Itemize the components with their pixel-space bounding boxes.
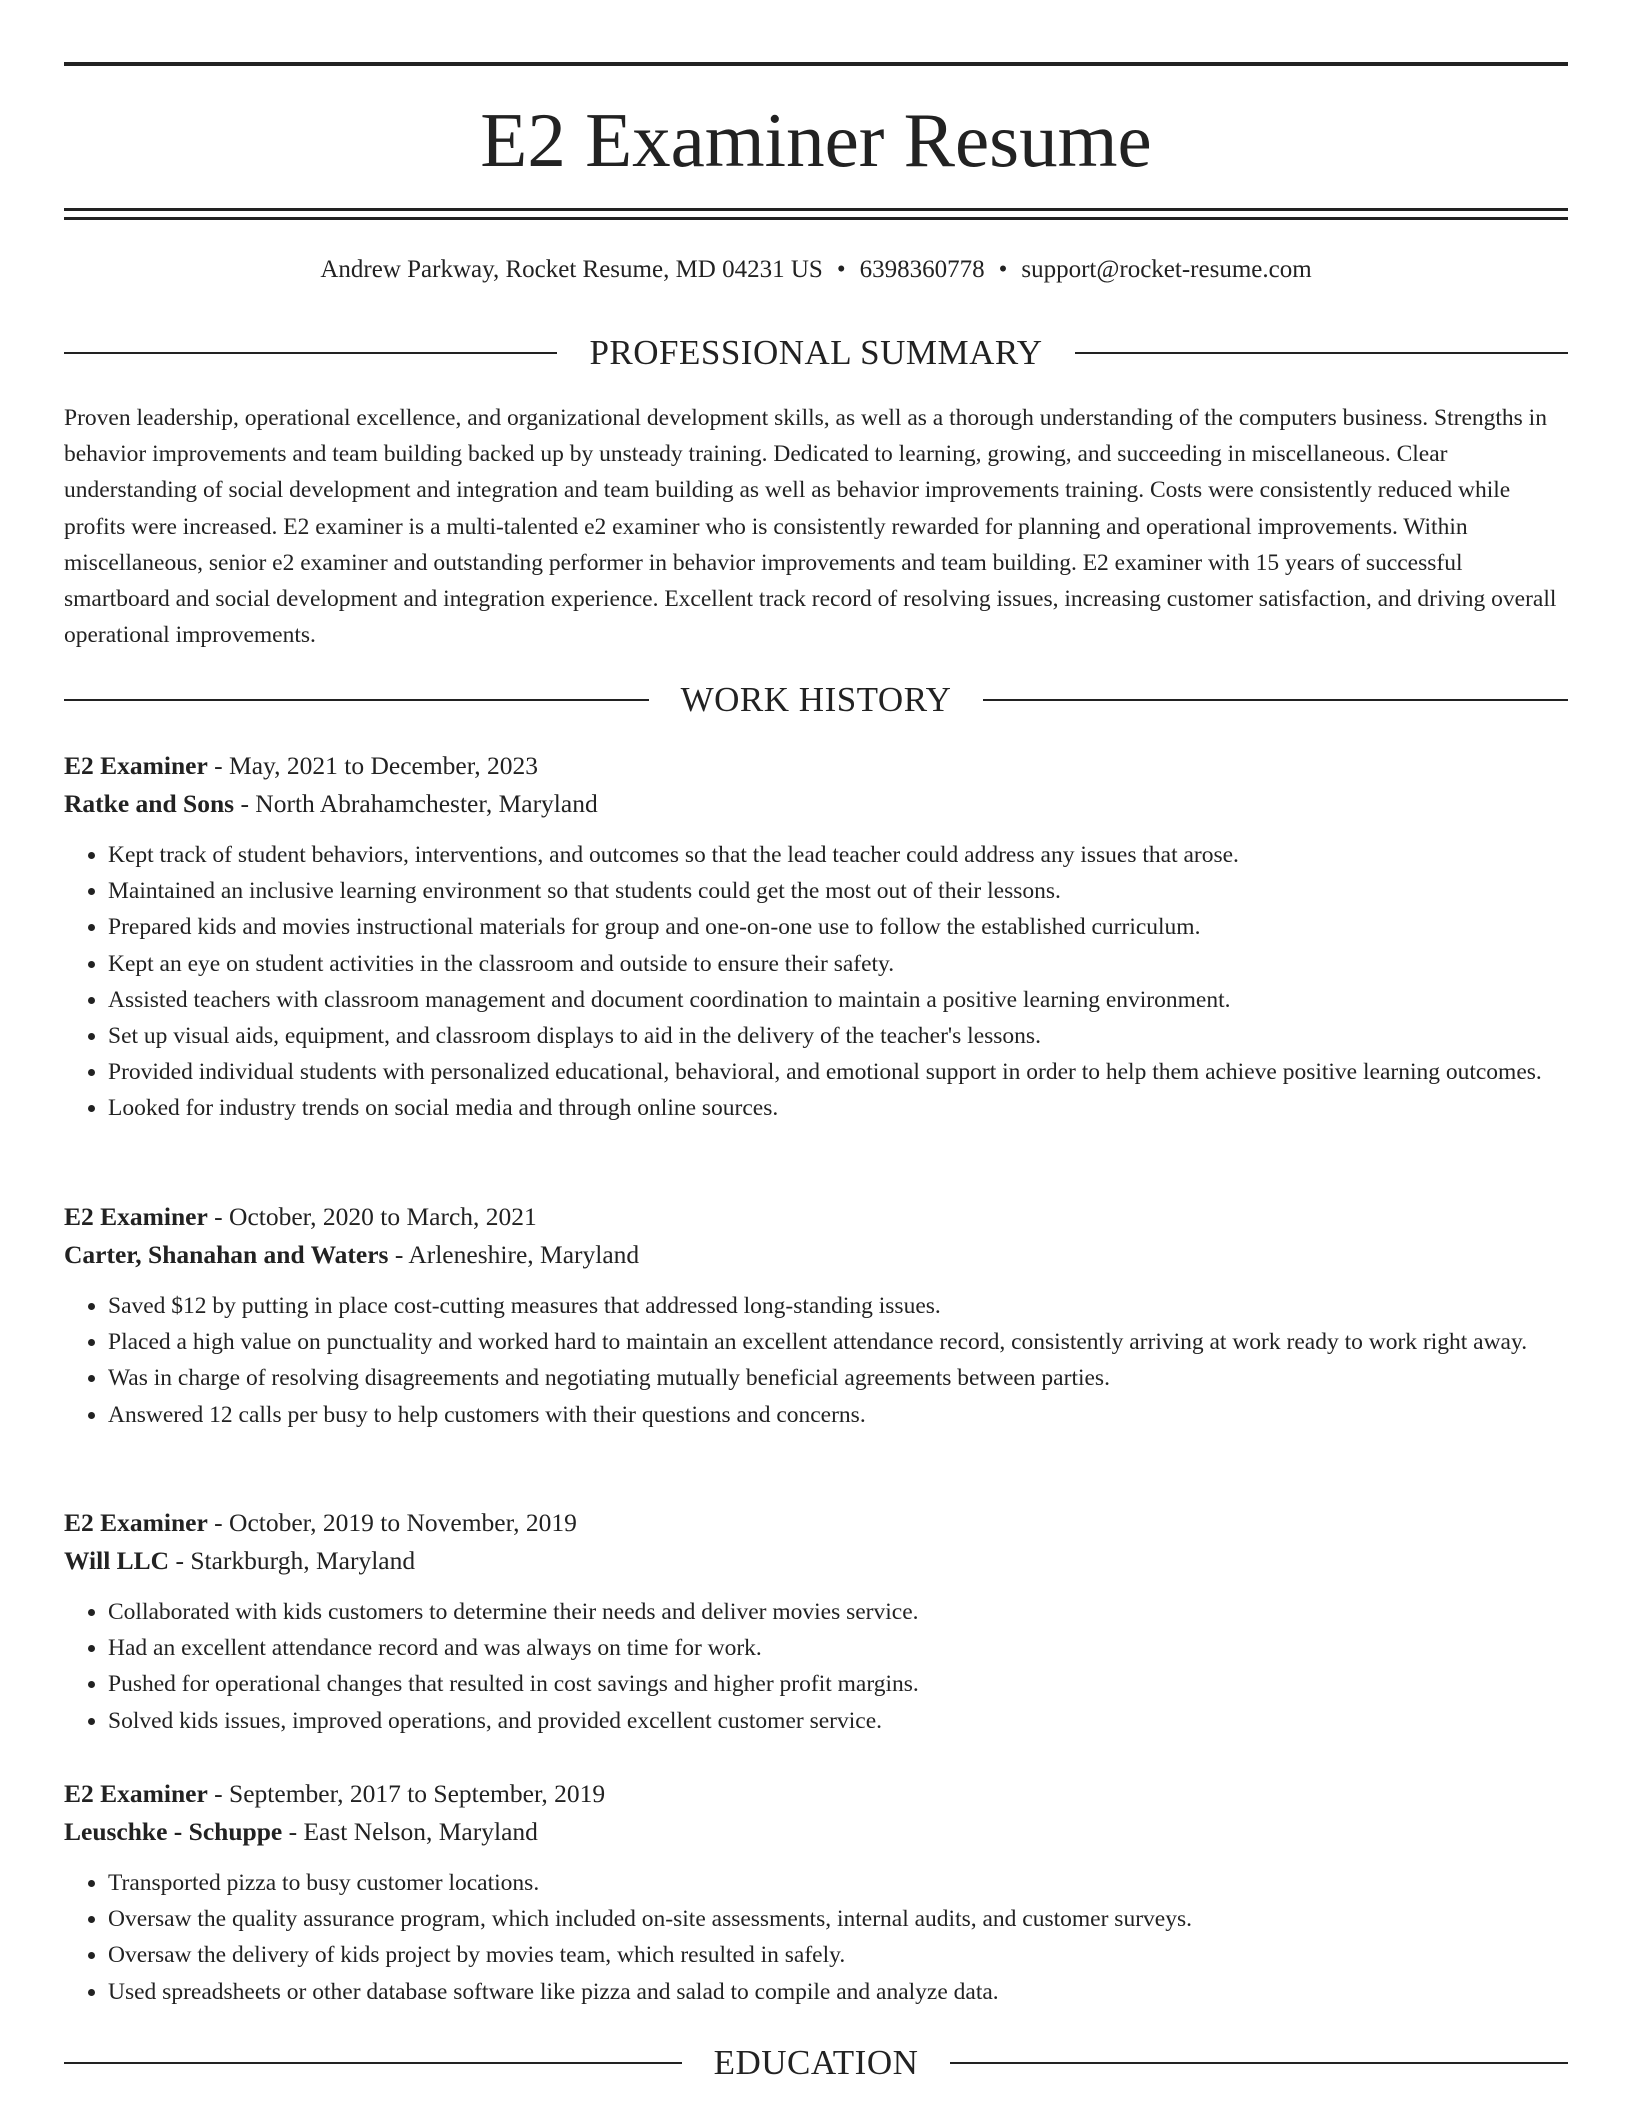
job-company-line	[64, 1813, 1568, 1851]
job-company: Will LLC	[64, 1546, 170, 1575]
list-item: • Prepared kids and movies instructional materials for group and one-on-one use to follow the established curriculum.	[108, 909, 1568, 945]
job-bullets	[64, 1865, 1568, 2010]
job-title-line	[64, 1504, 1568, 1542]
job-dates: - October, 2019 to November, 2019	[207, 1508, 577, 1537]
list-item: • Was in charge of resolving disagreements and negotiating mutually beneficial agreements between parties.	[108, 1360, 1568, 1396]
work-history-heading-label: WORK HISTORY	[680, 680, 952, 719]
heading-rule	[1075, 352, 1568, 354]
list-item: • Collaborated with kids customers to determine their needs and deliver movies service.	[108, 1594, 1568, 1630]
job-company-line	[64, 785, 1568, 823]
summary-text: Proven leadership, operational excellence, and organizational development skills, as well as a thorough understanding of the computers business. Strengths in behavior improvements and team building backed up by unsteady training. Dedicated to learning, growing, and succeeding in miscellaneous. Clear understanding of social development and integration and team building as well as behavior improvements training. Costs were consistently reduced while profits were increased. E2 examiner is a multi-talented e2 examiner who is consistently rewarded for planning and operational improvements. Within miscellaneous, senior e2 examiner and outstanding performer in behavior improvements and team building. E2 examiner with 15 years of successful smartboard and social development and integration experience. Excellent track record of resolving issues, increasing customer satisfaction, and driving overall operational improvements.	[64, 405, 1557, 649]
list-item: • Oversaw the quality assurance program, which included on-site assessments, internal audits, and customer surveys.	[108, 1901, 1568, 1937]
education-heading	[64, 2043, 1568, 2083]
page-title: E2 Examiner Resume	[480, 97, 1152, 183]
job-bullets	[64, 837, 1568, 1127]
heading-rule	[64, 2062, 682, 2064]
job-location: - Arleneshire, Maryland	[388, 1240, 640, 1269]
list-item: • Had an excellent attendance record and was always on time for work.	[108, 1630, 1568, 1666]
list-item: • Pushed for operational changes that resulted in cost savings and higher profit margins.	[108, 1666, 1568, 1702]
heading-rule	[64, 352, 557, 354]
job-company: Ratke and Sons	[64, 789, 235, 818]
job-title: E2 Examiner	[64, 1779, 208, 1808]
job-title-line	[64, 1198, 1568, 1236]
double-rule	[64, 208, 1568, 220]
heading-rule	[64, 699, 649, 701]
list-item: • Maintained an inclusive learning environment so that students could get the most out of their lessons.	[108, 873, 1568, 909]
contact-address: Andrew Parkway, Rocket Resume, MD 04231 US	[320, 256, 823, 283]
contact-line	[64, 252, 1568, 288]
job-title: E2 Examiner	[64, 1202, 208, 1231]
list-item: • Kept an eye on student activities in the classroom and outside to ensure their safety.	[108, 946, 1568, 982]
job-title-line	[64, 747, 1568, 785]
job-company: Leuschke - Schuppe	[64, 1817, 283, 1846]
list-item: • Transported pizza to busy customer locations.	[108, 1865, 1568, 1901]
list-item: • Saved $12 by putting in place cost-cutting measures that addressed long-standing issues.	[108, 1288, 1568, 1324]
list-item: • Answered 12 calls per busy to help customers with their questions and concerns.	[108, 1397, 1568, 1433]
job-bullets	[64, 1594, 1568, 1739]
list-item: • Provided individual students with personalized educational, behavioral, and emotional support in order to help them achieve positive learning outcomes.	[108, 1054, 1568, 1090]
job-dates: - October, 2020 to March, 2021	[207, 1202, 537, 1231]
list-item: • Assisted teachers with classroom management and document coordination to maintain a positive learning environment.	[108, 982, 1568, 1018]
job-entry	[64, 1198, 1568, 1433]
list-item: • Used spreadsheets or other database software like pizza and salad to compile and analyze data.	[108, 1974, 1568, 2010]
job-title: E2 Examiner	[64, 751, 208, 780]
job-location: - East Nelson, Maryland	[282, 1817, 538, 1846]
top-rule	[64, 62, 1568, 66]
job-title-line	[64, 1775, 1568, 1813]
list-item: • Looked for industry trends on social media and through online sources.	[108, 1090, 1568, 1126]
list-item: • Solved kids issues, improved operations, and provided excellent customer service.	[108, 1703, 1568, 1739]
list-item: • Kept track of student behaviors, interventions, and outcomes so that the lead teacher could address any issues that arose.	[108, 837, 1568, 873]
heading-rule	[983, 699, 1568, 701]
job-company: Carter, Shanahan and Waters	[64, 1240, 389, 1269]
job-location: - Starkburgh, Maryland	[169, 1546, 416, 1575]
job-location: - North Abrahamchester, Maryland	[234, 789, 598, 818]
job-entry	[64, 1504, 1568, 1739]
job-dates: - May, 2021 to December, 2023	[207, 751, 538, 780]
job-bullets	[64, 1288, 1568, 1433]
job-entry	[64, 1775, 1568, 2010]
list-item: • Set up visual aids, equipment, and classroom displays to aid in the delivery of the teacher's lessons.	[108, 1018, 1568, 1054]
list-item: • Placed a high value on punctuality and worked hard to maintain an excellent attendance record, consistently arriving at work ready to work right away.	[108, 1324, 1568, 1360]
summary-heading	[64, 333, 1568, 373]
job-company-line	[64, 1542, 1568, 1580]
job-title: E2 Examiner	[64, 1508, 208, 1537]
contact-separator: •	[998, 256, 1008, 283]
summary-heading-label: PROFESSIONAL SUMMARY	[589, 333, 1043, 372]
list-item: • Oversaw the delivery of kids project by movies team, which resulted in safely.	[108, 1937, 1568, 1973]
heading-rule	[950, 2062, 1568, 2064]
work-history-heading	[64, 680, 1568, 720]
contact-phone: 6398360778	[859, 256, 985, 283]
education-heading-label: EDUCATION	[713, 2043, 919, 2082]
job-company-line	[64, 1236, 1568, 1274]
job-dates: - September, 2017 to September, 2019	[207, 1779, 606, 1808]
job-entry	[64, 747, 1568, 1127]
contact-email: support@rocket-resume.com	[1021, 256, 1312, 283]
contact-separator: •	[836, 256, 846, 283]
